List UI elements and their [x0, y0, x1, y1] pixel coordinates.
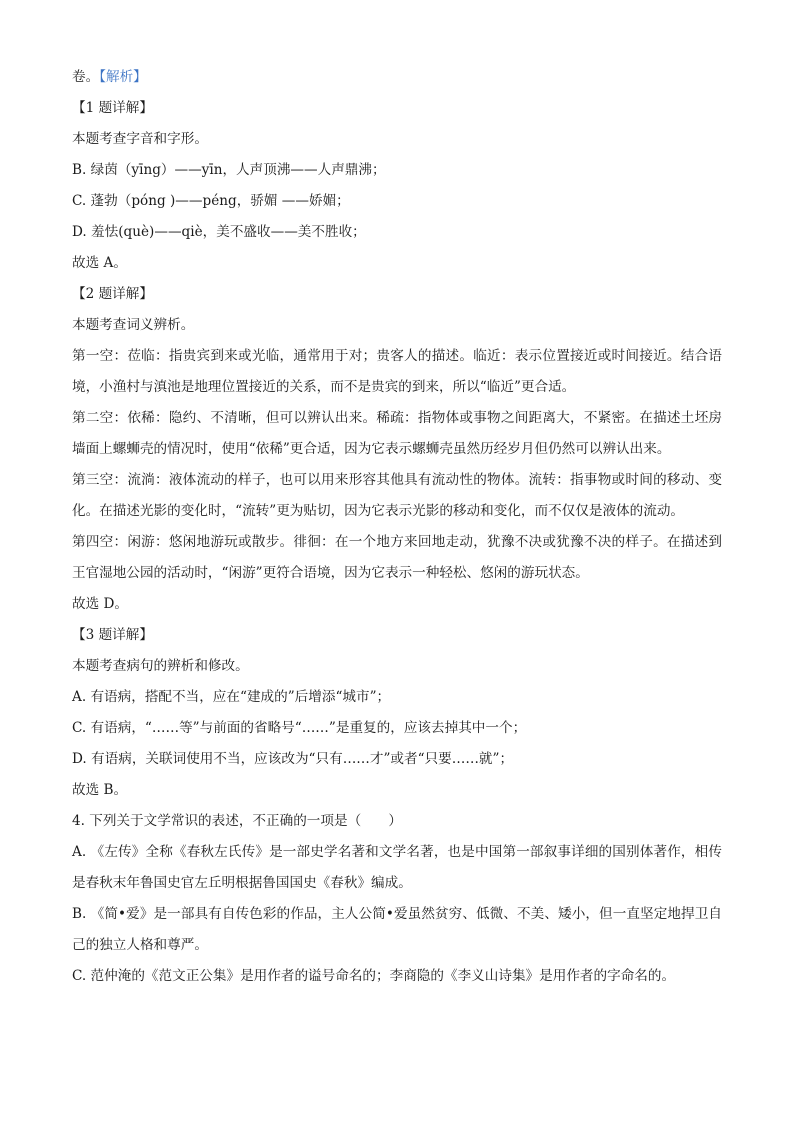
q2-blank-3: 第三空：流淌：液体流动的样子，也可以用来形容其他具有流动性的物体。流转：指事物或时间的移动、变化。在描述光影的变化时，“流转”更为贴切，因为它表示光影的移动和变化，而不仅仅是液体的流动。: [72, 472, 722, 519]
q1-answer: 故选 A。: [72, 255, 127, 271]
q1-heading: 【1 题详解】: [72, 100, 153, 116]
q2-heading: 【2 题详解】: [72, 286, 153, 302]
q2-blank-1: 第一空：莅临：指贵宾到来或光临，通常用于对；贵客人的描述。临近：表示位置接近或时间接近。结合语境，小渔村与滇池是地理位置接近的关系，而不是贵宾的到来，所以“临近”更合适。: [72, 348, 722, 395]
q2-blank-2: 第二空：依稀：隐约、不清晰，但可以辨认出来。稀疏：指物体或事物之间距离大，不紧密。在描述土坯房墙面上螺蛳壳的情况时，使用“依稀”更合适，因为它表示螺蛳壳虽然历经岁月但仍然可以辨认出来。: [72, 410, 722, 457]
q2-answer: 故选 D。: [72, 596, 129, 612]
q4-option-b: B. 《简•爱》是一部具有自传色彩的作品，主人公简•爱虽然贫穷、低微、不美、矮小，但一直坚定地捍卫自己的独立人格和尊严。: [72, 906, 722, 953]
q4-option-c: C. 范仲淹的《范文正公集》是用作者的谥号命名的；李商隐的《李义山诗集》是用作者的字命名的。: [72, 968, 676, 984]
q1-intro: 本题考查字音和字形。: [72, 131, 208, 147]
q4-stem: 4. 下列关于文学常识的表述，不正确的一项是（ ）: [72, 813, 402, 829]
q2-blank-4: 第四空：闲游：悠闲地游玩或散步。徘徊：在一个地方来回地走动，犹豫不决或犹豫不决的样子。在描述到王官湿地公园的活动时，“闲游”更符合语境，因为它表示一种轻松、悠闲的游玩状态。: [72, 534, 722, 581]
header-line: [72, 62, 722, 93]
q4-option-a: A. 《左传》全称《春秋左氏传》是一部史学名著和文学名著，也是中国第一部叙事详细的国别体著作，相传是春秋末年鲁国史官左丘明根据鲁国国史《春秋》编成。: [72, 844, 722, 891]
q3-option-c: C. 有语病，“……等”与前面的省略号“……”是重复的，应该去掉其中一个；: [72, 720, 527, 736]
header-prefix: 卷。: [72, 69, 100, 85]
q3-heading: 【3 题详解】: [72, 627, 153, 643]
q1-option-d: D. 羞怯(què)——qiè，美不盛收——美不胜收；: [72, 224, 366, 240]
q1-option-c: C. 蓬勃（póng )——péng，骄媚 ——娇媚；: [72, 193, 350, 209]
q3-option-a: A. 有语病，搭配不当，应在“建成的”后增添“城市”；: [72, 689, 391, 705]
document-page: [72, 62, 722, 992]
q3-option-d: D. 有语病，关联词使用不当，应该改为“只有……才”或者“只要……就”；: [72, 751, 514, 767]
q3-answer: 故选 B。: [72, 782, 128, 798]
q1-option-b: B. 绿茵（yīng）——yīn，人声顶沸——人声鼎沸；: [72, 162, 386, 178]
analysis-tag: 【解析】: [99, 69, 147, 85]
q3-intro: 本题考查病句的辨析和修改。: [72, 658, 249, 674]
q2-intro: 本题考查词义辨析。: [72, 317, 195, 333]
